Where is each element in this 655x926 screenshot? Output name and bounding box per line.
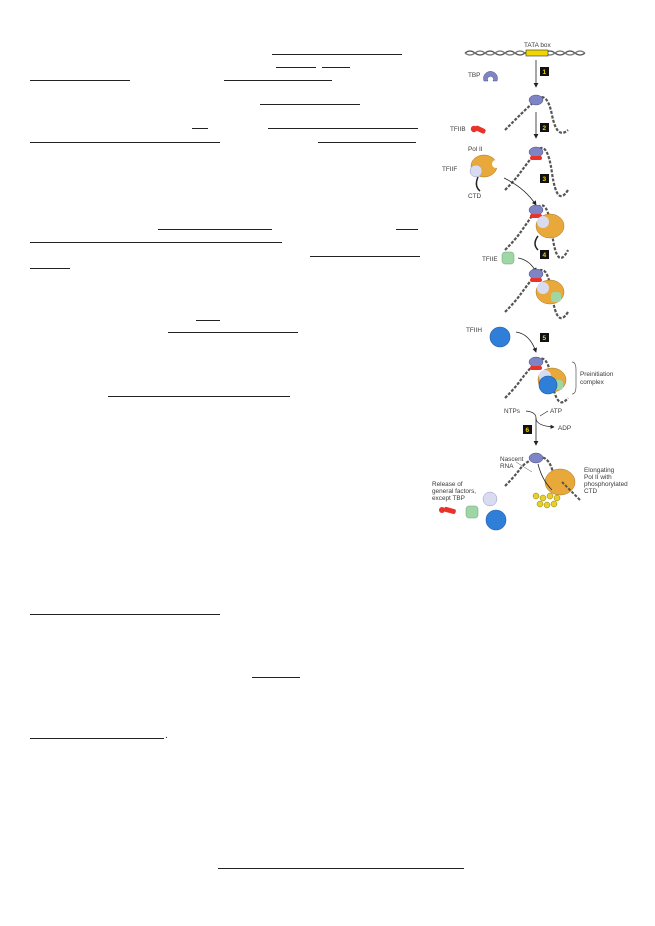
atp-label: ATP	[550, 408, 562, 415]
step-6-number: 6	[525, 427, 530, 434]
released-tfiie-icon	[466, 506, 478, 518]
tfiib-label: TFIIB	[450, 126, 466, 133]
tbp-label: TBP	[468, 72, 481, 79]
step-1-number: 1	[542, 69, 547, 76]
bent-dna-tbp	[505, 95, 568, 133]
preinitiation-complex	[505, 357, 568, 402]
tfiif-icon	[470, 165, 482, 177]
ctd-label: CTD	[468, 193, 482, 200]
ctd-tail	[476, 177, 480, 191]
answer-blank[interactable]	[272, 54, 402, 55]
tfiie-icon	[502, 252, 514, 264]
release-label-line-1: Release of	[432, 481, 463, 488]
answer-blank[interactable]	[196, 320, 220, 321]
ntps-label: NTPs	[504, 408, 520, 415]
answer-blank[interactable]	[158, 229, 272, 230]
answer-blank[interactable]	[30, 268, 70, 269]
dna-tbp-tfiib-complex	[505, 147, 568, 196]
answer-blank[interactable]	[168, 332, 298, 333]
preinitiation-label-line-1: Preinitiation	[580, 371, 614, 378]
answer-blank[interactable]	[322, 67, 350, 68]
tbp-bound-icon	[529, 95, 543, 105]
answer-blank[interactable]	[192, 128, 208, 129]
phosphorylated-ctd-icon	[533, 493, 560, 508]
elongating-label-line-2: Pol II with	[584, 474, 612, 481]
answer-blank[interactable]	[252, 677, 300, 678]
answer-blank[interactable]	[224, 80, 332, 81]
elongating-label-line-1: Elongating	[584, 467, 615, 474]
nascent-label-line-2: RNA	[500, 463, 514, 470]
answer-blank[interactable]	[318, 142, 416, 143]
answer-blank[interactable]	[396, 229, 418, 230]
tata-box-label: TATA box	[524, 42, 551, 49]
answer-blank[interactable]	[268, 128, 418, 129]
period-mark: .	[165, 730, 168, 741]
dna-pol-ii-complex	[505, 205, 568, 258]
nascent-label-line-1: Nascent	[500, 456, 524, 463]
tfiie-label: TFIIE	[482, 256, 498, 263]
preinitiation-label-line-2: complex	[580, 379, 604, 386]
answer-blank[interactable]	[310, 256, 420, 257]
released-tfiih-icon	[486, 510, 506, 530]
transcription-initiation-diagram	[420, 40, 655, 540]
step-3-number: 3	[542, 176, 547, 183]
answer-blank[interactable]	[218, 868, 464, 869]
tbp-icon	[484, 71, 498, 81]
tfiih-label: TFIIH	[466, 327, 482, 334]
answer-blank[interactable]	[30, 80, 130, 81]
release-label-line-2: general factors,	[432, 488, 477, 495]
tata-box-segment	[526, 50, 548, 56]
tfiif-label: TFIIF	[442, 166, 458, 173]
release-label-line-3: except TBP	[432, 495, 465, 502]
answer-blank[interactable]	[260, 104, 360, 105]
answer-blank[interactable]	[276, 67, 316, 68]
pol-ii-label: Pol II	[468, 146, 483, 153]
elongating-label-line-4: CTD	[584, 488, 598, 495]
step-5-number: 5	[542, 335, 547, 342]
answer-blank[interactable]	[30, 242, 282, 243]
elongating-label-line-3: phosphorylated	[584, 481, 628, 488]
answer-blank[interactable]	[108, 396, 290, 397]
answer-blank[interactable]	[30, 738, 164, 739]
step-4-number: 4	[542, 252, 547, 259]
elongating-pol-ii-icon	[545, 469, 575, 495]
released-tfiif-icon	[483, 492, 497, 506]
dna-with-tata-box	[465, 42, 585, 56]
adp-label: ADP	[558, 425, 572, 432]
answer-blank[interactable]	[30, 614, 220, 615]
answer-blank[interactable]	[30, 142, 220, 143]
tfiih-icon	[490, 327, 510, 347]
dna-tfiie-complex	[505, 269, 568, 318]
step-2-number: 2	[542, 125, 547, 132]
